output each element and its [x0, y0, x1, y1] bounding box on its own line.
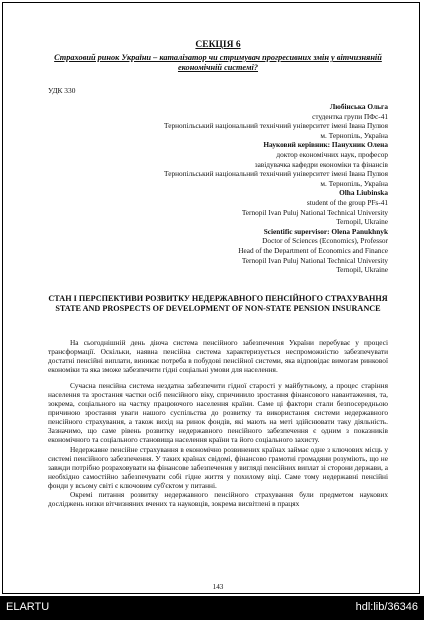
affiliation-line: Ternopil Ivan Puluj National Technical University: [241, 207, 388, 217]
paragraph: Недержавне пенсійне страхування в економічно розвинених країнах займає одне з ключових місць у системі пенсійного забезпечення. У таких країнах свідомі, фінансово грамотні громадяни розуміють, що не завжди потрібно розраховувати на фінансове забезпечення у вигляді пенсійних виплат зі сторони держави, а необхідно самостійно забезпечувати собі гідне життя у похилому віці. Саме тому недержавні пенсійні фонди у всьому світі є ключовим суб'єктом у питанні.: [48, 444, 388, 490]
affiliation-name: Scientific supervisor: Olena Panukhnyk: [263, 226, 388, 236]
affiliation-line: Doctor of Sciences (Economics), Professor: [262, 236, 388, 246]
section-subtitle: Страховий ринок України – каталізатор чи стримувач прогресивних змін у вітчизняній економічній системі?: [54, 53, 382, 72]
affiliation-name: Науковий керівник: Панухник Олена: [263, 140, 388, 150]
affiliation-name: Olha Liubinska: [339, 188, 388, 198]
affiliation-line: student of the group PFs-41: [306, 197, 388, 207]
title-ukrainian: СТАН І ПЕРСПЕКТИВИ РОЗВИТКУ НЕДЕРЖАВНОГО ПЕНСІЙНОГО СТРАХУВАННЯ: [48, 294, 388, 303]
affiliation-name: Любінська Ольга: [329, 102, 388, 111]
body-text: [48, 338, 388, 508]
affiliation-line: Тернопільський національний технічний університет імені Івана Пулюя: [164, 121, 388, 131]
affiliation-line: Ternopil, Ukraine: [336, 265, 388, 275]
affiliation-line: Ternopil Ivan Puluj National Technical University: [241, 255, 388, 265]
title-english: STATE AND PROSPECTS OF DEVELOPMENT OF NON-STATE PENSION INSURANCE: [55, 303, 381, 313]
footer-bar: [0, 596, 424, 620]
affiliation-line: студентка групи ПФс-41: [312, 111, 388, 121]
affiliation-line: м. Тернопіль, Україна: [320, 178, 388, 188]
handle-link[interactable]: hdl:lib/36346: [355, 601, 418, 613]
repository-name: ELARTU: [6, 601, 50, 613]
paragraph: Сучасна пенсійна система нездатна забезпечити гідної старості у майбутньому, а процес старіння населення та зростання частки осіб пенсійного віку, спричинило зростання фінансового навантаження, та, зокрема, соціального на частку працюючого населення країни. Саме ці фактори стали безпосередньою причиною зростання уваги нашого суспільства до розвитку та використання системи недержавного пенсійного страхування, а також вихід на ринок фондів, які мають на меті здійснювати таку діяльність. Зазначимо, що саме рівень розвитку недержавного пенсійного забезпечення є одним з показників економічного та соціального становища населення країни та його соціального захисту.: [48, 381, 388, 445]
udc-code: УДК 330: [48, 86, 76, 95]
author-affiliations: [88, 102, 388, 275]
paragraph: На сьогоднішній день діюча система пенсійного забезпечення України перебуває у процесі трансформації. Оскільки, наявна пенсійна система характеризується неспроможністю забезпечувати достатні пенсійні виплати, виникає потреба в побудові пенсійної системи, яка відповідає вимогам ринкової економіки та яка зможе забезпечити гідні соціальні умови для населення.: [48, 338, 388, 375]
article-title: [48, 294, 388, 314]
section-heading: СЕКЦІЯ 6: [195, 40, 241, 50]
affiliation-line: м. Тернопіль, Україна: [320, 130, 388, 140]
affiliation-line: Тернопільський національний технічний університет імені Івана Пулюя: [164, 169, 388, 179]
page-number: 143: [212, 583, 224, 591]
affiliation-line: Head of the Department of Economics and Finance: [238, 245, 388, 255]
paragraph: Окремі питання розвитку недержавного пенсійного страхування були предметом наукових досліджень низки вітчизняних вчених та науковців, зокрема висвітлені в працях: [48, 489, 388, 508]
affiliation-line: доктор економічних наук, професор: [276, 149, 388, 159]
affiliation-line: завідувачка кафедри економіки та фінансів: [254, 159, 388, 169]
affiliation-line: Ternopil, Ukraine: [336, 217, 388, 227]
